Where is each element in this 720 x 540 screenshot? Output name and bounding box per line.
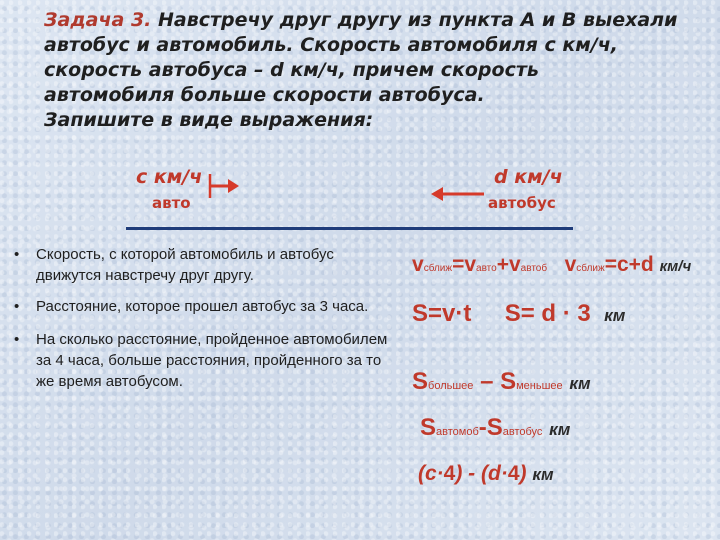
answer-expression: (с·4) - (d·4) км [418,462,554,485]
bullet-icon: • [14,298,20,315]
bullet-icon: • [14,331,20,348]
road-line [126,227,573,230]
problem-line-3: скорость автобуса – d км/ч, причем скорость [44,59,539,81]
car-speed-label: с км/ч [136,166,203,188]
bus-speed-label: d км/ч [494,166,563,188]
bus-label: автобус [488,194,556,212]
question-list [14,244,399,392]
car-arrow-icon [206,168,240,204]
problem-line-2: автобус и автомобиль. Скорость автомобиля с км/ч, [44,34,618,56]
answer-difference-general: Sбольшее – Sменьшее км [412,368,591,395]
problem-line-4: автомобиля больше скорости автобуса. [44,84,485,106]
answer-approach-speed: vсближ=vавто+vавтоб vсближ=с+d км/ч [412,253,692,276]
bus-arrow-icon [430,184,486,204]
question-2: • Расстояние, которое прошел автобус за 3 часа. [14,298,369,315]
problem-line-1: Задача 3. Навстречу друг другу из пункта А и В выехали [44,9,678,31]
answer-difference-vehicles: Sавтомоб-Sавтобус км [420,414,571,441]
problem-line-5: Запишите в виде выражения: [44,109,374,131]
question-3: • На сколько расстояние, пройденное автомобилем за 4 часа, больше расстояния, пройденного за то же время автобусом. [14,331,388,390]
problem-number: Задача 3. [44,9,152,31]
answer-bus-distance: S=v·t S= d · 3 км [412,300,626,327]
bullet-icon: • [14,246,20,263]
car-label: авто [152,194,191,212]
problem-statement [44,8,704,133]
question-1: • Скорость, с которой автомобиль и автобус движутся навстречу друг другу. [14,246,334,284]
